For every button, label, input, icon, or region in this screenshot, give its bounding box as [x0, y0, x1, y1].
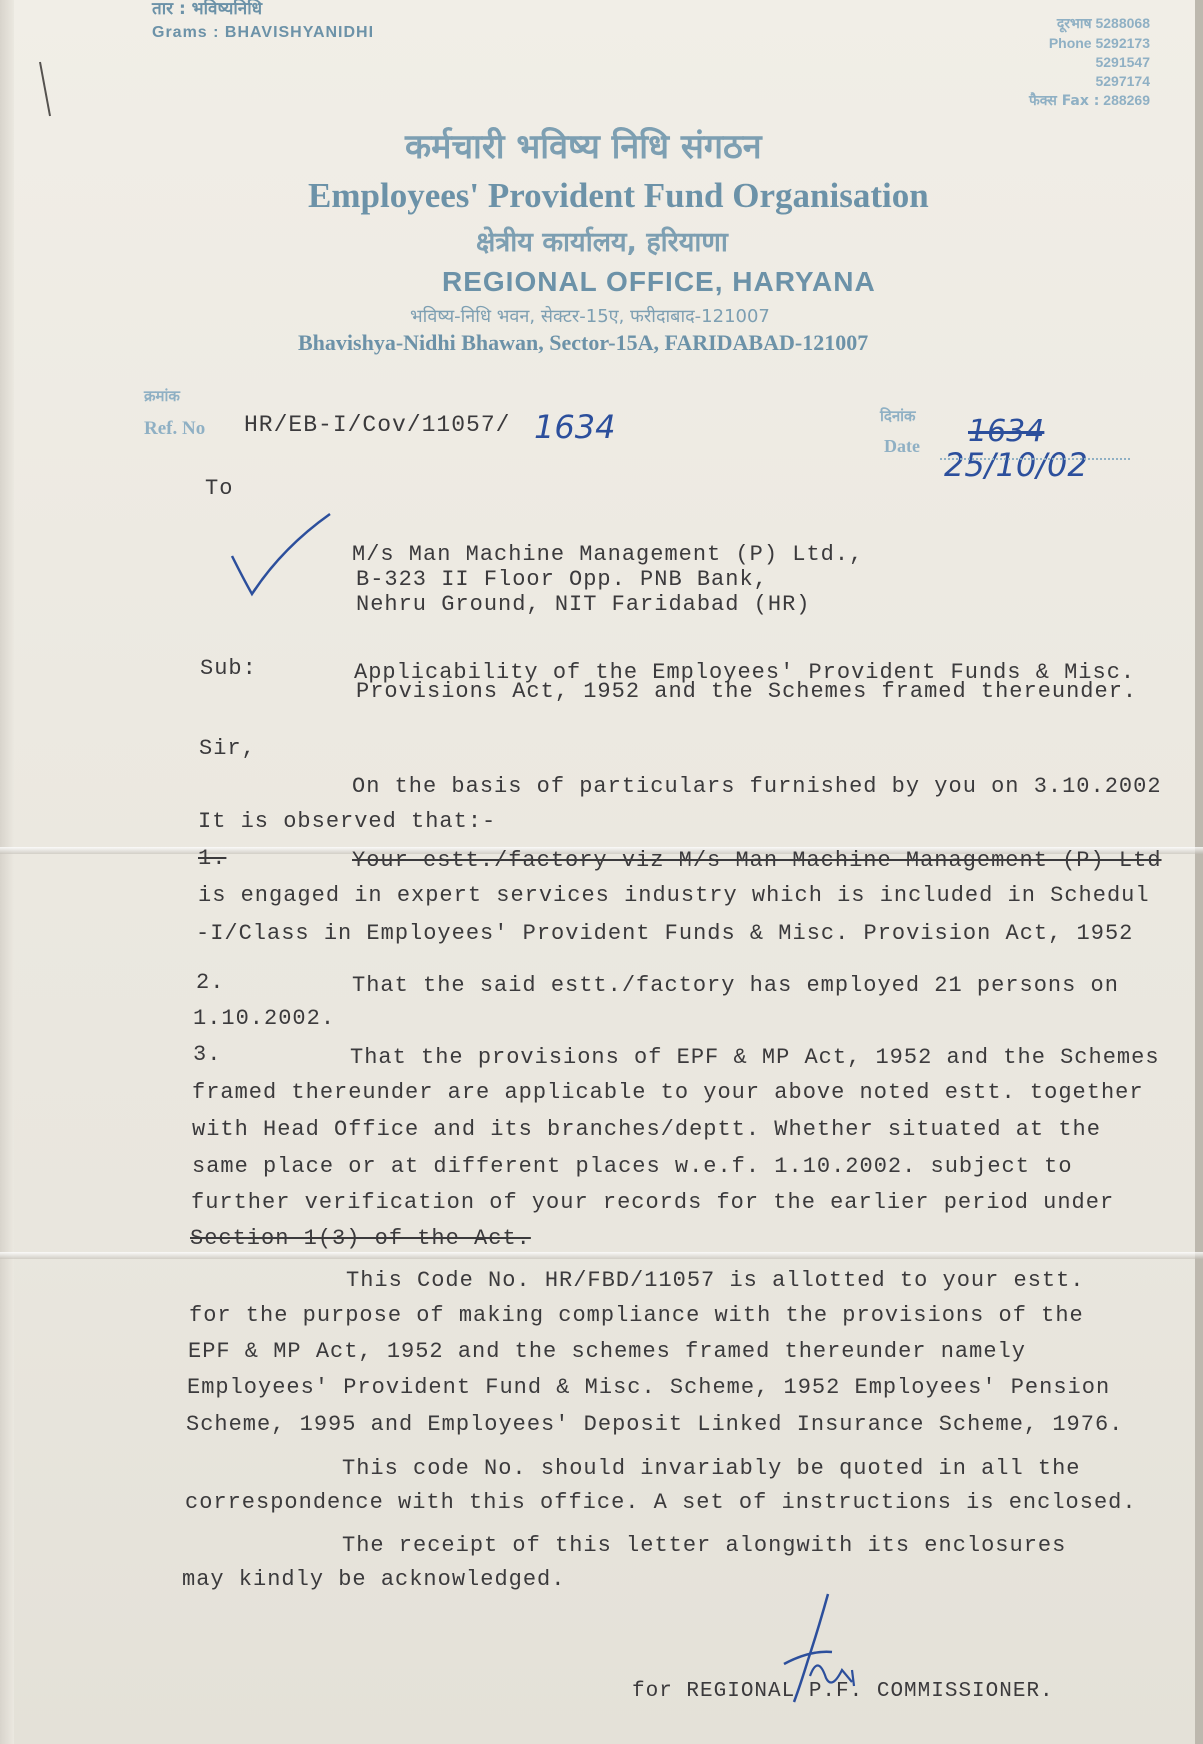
receipt-line-1: The receipt of this letter alongwith its enclosures: [342, 1533, 1067, 1558]
point2-line-1: That the said estt./factory has employed 21 persons on: [352, 973, 1119, 998]
ref-number: HR/EB-I/Cov/11057/: [244, 412, 511, 438]
address-hindi: भविष्य-निधि भवन, सेक्टर-15ए, फरीदाबाद-121007: [410, 306, 770, 327]
checkmark-icon: [222, 508, 342, 598]
grams-hindi: तार : भविष्यनिधि: [152, 0, 263, 19]
quote-line-2: correspondence with this office. A set of instructions is enclosed.: [185, 1490, 1137, 1515]
date-label-hindi: दिनांक: [880, 407, 916, 425]
date-dotted-line: [940, 458, 1130, 460]
code-line-4: Employees' Provident Fund & Misc. Scheme, 1952 Employees' Pension: [187, 1375, 1111, 1400]
office-name-hindi: क्षेत्रीय कार्यालय, हरियाणा: [476, 227, 728, 258]
point3-line-3: with Head Office and its branches/deptt. Whether situated at the: [192, 1117, 1101, 1142]
page-right-edge: [1195, 0, 1203, 1744]
intro-line-2: It is observed that:-: [198, 809, 497, 834]
phone-number-4: 5297174: [1095, 73, 1150, 89]
point3-line-5: further verification of your records for the earlier period under: [191, 1190, 1115, 1215]
fax-label: फैक्स Fax :: [1029, 93, 1100, 109]
phone-number-2: 5292173: [1095, 35, 1150, 51]
subject-line-2: Provisions Act, 1952 and the Schemes framed thereunder.: [356, 679, 1138, 704]
page-left-edge: [0, 0, 14, 1744]
point1-line-1: Your estt./factory viz M/s Man Machine Management (P) Ltd: [352, 848, 1162, 873]
point3-line-2: framed thereunder are applicable to your above noted estt. together: [192, 1080, 1144, 1105]
address-english: Bhavishya-Nidhi Bhawan, Sector-15A, FARIDABAD-121007: [298, 330, 869, 355]
point1-number: 1.: [198, 846, 227, 871]
org-name-hindi: कर्मचारी भविष्य निधि संगठन: [405, 127, 762, 167]
date-handwritten-struck: 1634: [968, 414, 1045, 449]
phone-block: [960, 14, 1150, 111]
phone-number-3: 5291547: [1095, 54, 1150, 70]
staple-mark: [36, 60, 56, 120]
subject-label: Sub:: [200, 656, 257, 681]
point3-line-4: same place or at different places w.e.f. 1.10.2002. subject to: [192, 1154, 1073, 1179]
code-line-5: Scheme, 1995 and Employees' Deposit Linked Insurance Scheme, 1976.: [186, 1412, 1124, 1437]
subject-line-1: Applicability of the Employees' Provident Funds & Misc.: [354, 660, 1136, 685]
ref-handwritten-number: 1634: [534, 408, 616, 446]
quote-line-1: This code No. should invariably be quoted in all the: [342, 1456, 1081, 1481]
addressee-line-3: Nehru Ground, NIT Faridabad (HR): [356, 592, 811, 617]
grams-line: Grams : BHAVISHYANIDHI: [152, 24, 375, 41]
office-name-english: REGIONAL OFFICE, HARYANA: [442, 266, 876, 297]
point3-number: 3.: [193, 1042, 222, 1067]
date-handwritten: 25/10/02: [944, 446, 1088, 484]
phone-label: Phone: [1048, 35, 1092, 51]
phone-label-hindi: दूरभाष: [1056, 16, 1092, 32]
signature-block: for REGIONAL P.F. COMMISSIONER.: [632, 1680, 1054, 1703]
fax-number: 288269: [1103, 92, 1150, 108]
ref-label: Ref. No: [144, 418, 206, 439]
code-line-2: for the purpose of making compliance with the provisions of the: [189, 1303, 1084, 1328]
org-name-english: Employees' Provident Fund Organisation: [308, 176, 929, 215]
to-label: To: [205, 476, 234, 501]
code-line-3: EPF & MP Act, 1952 and the schemes framed thereunder namely: [188, 1339, 1026, 1364]
point2-line-2: 1.10.2002.: [193, 1006, 336, 1031]
code-line-1: This Code No. HR/FBD/11057 is allotted to your estt.: [346, 1268, 1085, 1293]
intro-line-1: On the basis of particulars furnished by you on 3.10.2002: [352, 774, 1162, 799]
point1-line-2: is engaged in expert services industry which is included in Schedul: [198, 883, 1150, 908]
addressee-line-2: B-323 II Floor Opp. PNB Bank,: [356, 567, 768, 592]
phone-number-1: 5288068: [1095, 15, 1150, 31]
point3-line-1: That the provisions of EPF & MP Act, 1952 and the Schemes: [350, 1045, 1160, 1070]
salutation: Sir,: [199, 736, 256, 761]
point2-number: 2.: [196, 970, 225, 995]
receipt-line-2: may kindly be acknowledged.: [182, 1567, 566, 1592]
point3-line-6: Section 1(3) of the Act.: [190, 1226, 531, 1251]
point1-line-3: -I/Class in Employees' Provident Funds & Misc. Provision Act, 1952: [196, 921, 1134, 946]
paper-fold-2: [0, 1252, 1203, 1259]
ref-label-hindi: क्रमांक: [144, 387, 180, 405]
addressee-line-1: M/s Man Machine Management (P) Ltd.,: [352, 542, 864, 567]
date-label: Date: [884, 436, 920, 456]
